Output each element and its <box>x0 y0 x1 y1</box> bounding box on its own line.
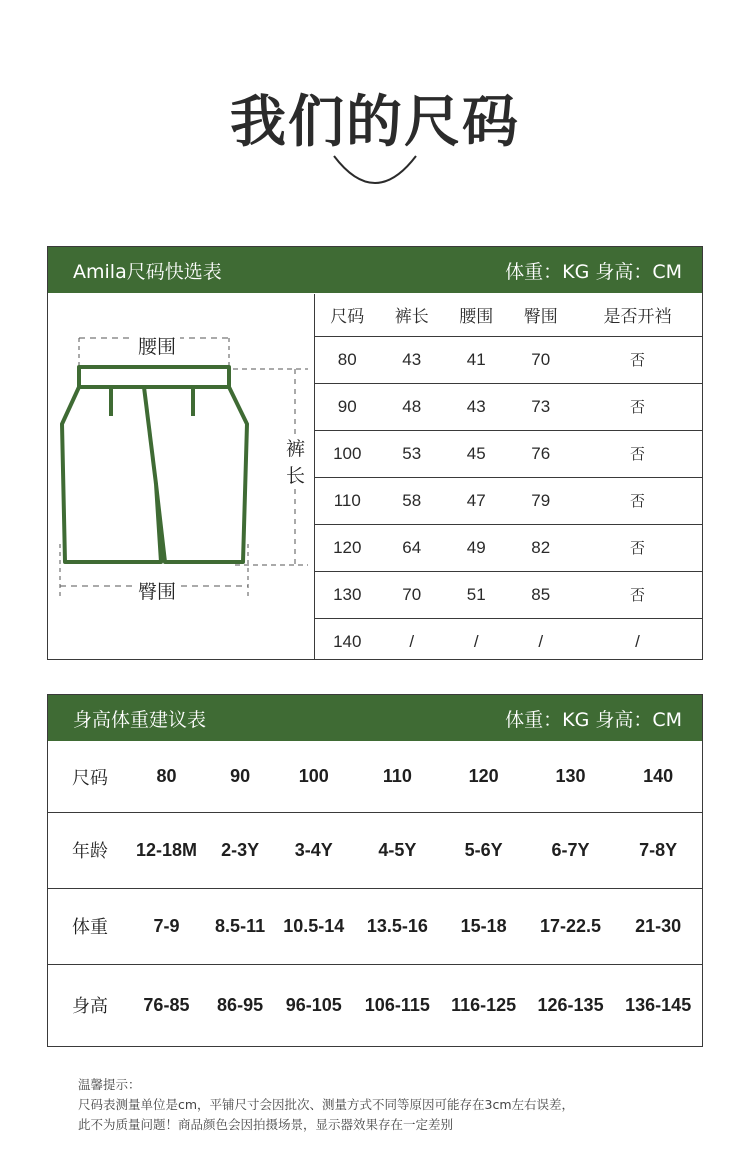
table-cell: 73 <box>509 383 574 430</box>
notes-line: 尺码表测量单位是cm，平铺尺寸会因批次、测量方式不同等原因可能存在3cm左右误差， <box>78 1097 575 1112</box>
table-cell: 64 <box>380 524 445 571</box>
table-cell: 5-6Y <box>440 812 526 888</box>
row-label: 尺码 <box>48 742 126 812</box>
row-label: 体重 <box>48 888 126 964</box>
recommend-table-units: 体重：KG 身高：CM <box>505 708 682 731</box>
quick-table-title: Amila尺码快选表 <box>73 260 222 283</box>
table-cell: / <box>409 631 415 651</box>
table-cell: 15-18 <box>440 888 526 964</box>
col-header: 裤长 <box>380 294 445 336</box>
table-row <box>315 383 702 430</box>
table-row <box>315 524 702 571</box>
title-arc-decoration <box>330 150 420 190</box>
table-cell: 否 <box>573 477 702 524</box>
table-cell: 否 <box>573 430 702 477</box>
row-label: 身高 <box>72 996 108 1018</box>
table-cell: 6-7Y <box>527 812 615 888</box>
table-row-height <box>48 964 702 1046</box>
table-row <box>315 477 702 524</box>
size-table <box>315 294 702 665</box>
table-cell: 140 <box>614 742 702 812</box>
recommendation-panel <box>47 694 703 1047</box>
table-row <box>315 336 702 383</box>
table-cell: 17-22.5 <box>527 888 615 964</box>
table-cell: 70 <box>380 571 445 618</box>
table-cell: 4-5Y <box>354 812 440 888</box>
table-cell: 43 <box>380 336 445 383</box>
table-cell: 116-125 <box>451 994 517 1015</box>
table-cell: 130 <box>527 742 615 812</box>
table-cell: 13.5-16 <box>354 888 440 964</box>
table-cell: 53 <box>380 430 445 477</box>
table-cell: 96-105 <box>285 994 342 1015</box>
col-header: 腰围 <box>444 294 509 336</box>
table-cell: 2-3Y <box>207 812 273 888</box>
table-cell: 120 <box>315 524 380 571</box>
table-cell: 否 <box>573 571 702 618</box>
table-cell: 21-30 <box>614 888 702 964</box>
table-cell: / <box>473 631 479 651</box>
table-cell: 100 <box>315 430 380 477</box>
notes-title: 温馨提示： <box>78 1077 141 1092</box>
table-cell: 136-145 <box>625 994 692 1015</box>
recommendation-header <box>48 695 702 741</box>
table-cell: 90 <box>315 383 380 430</box>
table-cell: 3-4Y <box>273 812 354 888</box>
size-notes <box>78 1075 574 1135</box>
shorts-diagram <box>48 294 315 660</box>
col-header: 是否开裆 <box>573 294 702 336</box>
table-cell: 7-8Y <box>614 812 702 888</box>
table-cell: 12-18M <box>126 812 207 888</box>
length-label-1: 裤 <box>282 434 309 461</box>
table-cell: 47 <box>444 477 509 524</box>
table-cell: / <box>538 631 544 651</box>
table-cell: 70 <box>509 336 574 383</box>
size-quick-select-header <box>48 247 702 293</box>
table-cell: 76-85 <box>143 994 190 1015</box>
quick-table-units: 体重：KG 身高：CM <box>505 260 682 283</box>
table-cell: 82 <box>509 524 574 571</box>
table-cell: 86-95 <box>217 994 264 1015</box>
table-cell: 126-135 <box>537 994 604 1015</box>
table-cell: 80 <box>126 742 207 812</box>
table-cell: 80 <box>315 336 380 383</box>
table-row-weight <box>48 888 702 964</box>
table-cell: 110 <box>315 477 380 524</box>
length-label-2: 长 <box>282 461 309 488</box>
table-row <box>315 430 702 477</box>
table-cell: 否 <box>573 383 702 430</box>
table-row <box>315 618 702 665</box>
table-cell: 45 <box>444 430 509 477</box>
col-header: 尺码 <box>315 294 380 336</box>
table-cell: 58 <box>380 477 445 524</box>
recommend-table-title: 身高体重建议表 <box>73 708 207 731</box>
table-cell: 否 <box>573 524 702 571</box>
table-cell: 43 <box>444 383 509 430</box>
table-cell: 10.5-14 <box>273 888 354 964</box>
table-cell: 49 <box>444 524 509 571</box>
table-cell: 否 <box>573 336 702 383</box>
table-cell: / <box>635 631 640 651</box>
notes-line: 此不为质量问题！商品颜色会因拍摄场景，显示器效果存在一定差别 <box>78 1117 454 1132</box>
table-row-size <box>48 742 702 812</box>
table-cell: 51 <box>444 571 509 618</box>
table-cell: 130 <box>315 571 380 618</box>
table-cell: 76 <box>509 430 574 477</box>
row-label: 年龄 <box>48 812 126 888</box>
table-cell: 106-115 <box>364 994 430 1015</box>
table-row <box>315 571 702 618</box>
waist-label: 腰围 <box>134 332 180 359</box>
table-cell: 120 <box>440 742 526 812</box>
table-cell: 8.5-11 <box>207 888 273 964</box>
table-cell: 79 <box>509 477 574 524</box>
table-cell: 48 <box>380 383 445 430</box>
table-row-age <box>48 812 702 888</box>
hip-label: 臀围 <box>134 577 180 604</box>
table-cell: 7-9 <box>126 888 207 964</box>
table-cell: 140 <box>333 631 362 651</box>
table-cell: 90 <box>207 742 273 812</box>
size-table-header-row <box>315 294 702 336</box>
shorts-outline-icon <box>48 294 315 660</box>
table-cell: 85 <box>509 571 574 618</box>
col-header: 臀围 <box>509 294 574 336</box>
table-cell: 110 <box>354 742 440 812</box>
page-title: 我们的尺码 <box>230 90 520 155</box>
size-quick-select-panel <box>47 246 703 660</box>
table-cell: 100 <box>273 742 354 812</box>
recommendation-table <box>48 742 702 1046</box>
table-cell: 41 <box>444 336 509 383</box>
